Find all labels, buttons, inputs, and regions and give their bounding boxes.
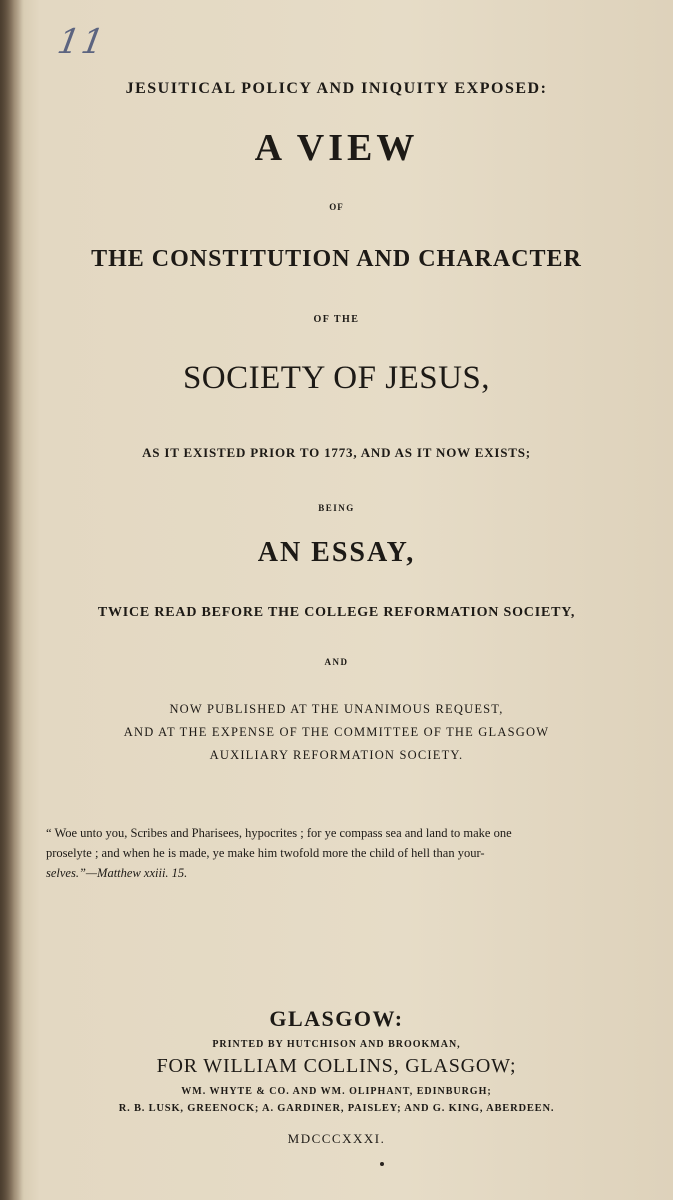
- quote-line-2: proselyte ; and when he is made, ye make him twofold more the child of hell than your-: [46, 846, 485, 860]
- published-line-2: AND AT THE EXPENSE OF THE COMMITTEE OF THE GLASGOW: [123, 725, 550, 739]
- title-main: A VIEW: [254, 127, 419, 169]
- published-line-3: AUXILIARY REFORMATION SOCIETY.: [209, 748, 464, 762]
- handwritten-number: 11: [54, 22, 109, 62]
- printer-mark: [380, 1162, 384, 1166]
- title-top: JESUITICAL POLICY AND INIQUITY EXPOSED:: [125, 80, 548, 97]
- published-line-1: NOW PUBLISHED AT THE UNANIMOUS REQUEST,: [169, 702, 504, 716]
- printed-by-line: PRINTED BY HUTCHISON AND BROOKMAN,: [212, 1039, 461, 1050]
- quote-line-1: “ Woe unto you, Scribes and Pharisees, hypocrites ; for ye compass sea and land to make one: [46, 826, 512, 840]
- of-the: OF THE: [313, 314, 360, 325]
- quote-line-3: selves.”—Matthew xxiii. 15.: [46, 866, 188, 880]
- society-line: SOCIETY OF JESUS,: [182, 360, 491, 396]
- of-1: OF: [329, 202, 344, 212]
- being: BEING: [318, 503, 355, 513]
- place-line: GLASGOW:: [269, 1006, 404, 1031]
- twice-read-line: TWICE READ BEFORE THE COLLEGE REFORMATION SOCIETY,: [97, 605, 576, 620]
- existed-line: AS IT EXISTED PRIOR TO 1773, AND AS IT NOW EXISTS;: [142, 445, 531, 460]
- sellers-line-2: R. B. LUSK, GREENOCK; A. GARDINER, PAISLEY; AND G. KING, ABERDEEN.: [118, 1103, 555, 1114]
- for-line: FOR WILLIAM COLLINS, GLASGOW;: [156, 1055, 517, 1077]
- sellers-line-1: WM. WHYTE & CO. AND WM. OLIPHANT, EDINBURGH;: [181, 1086, 492, 1097]
- year-line: MDCCCXXXI.: [287, 1131, 386, 1146]
- essay-line: AN ESSAY,: [257, 537, 416, 568]
- constitution-line: THE CONSTITUTION AND CHARACTER: [91, 246, 582, 272]
- and: AND: [324, 657, 349, 667]
